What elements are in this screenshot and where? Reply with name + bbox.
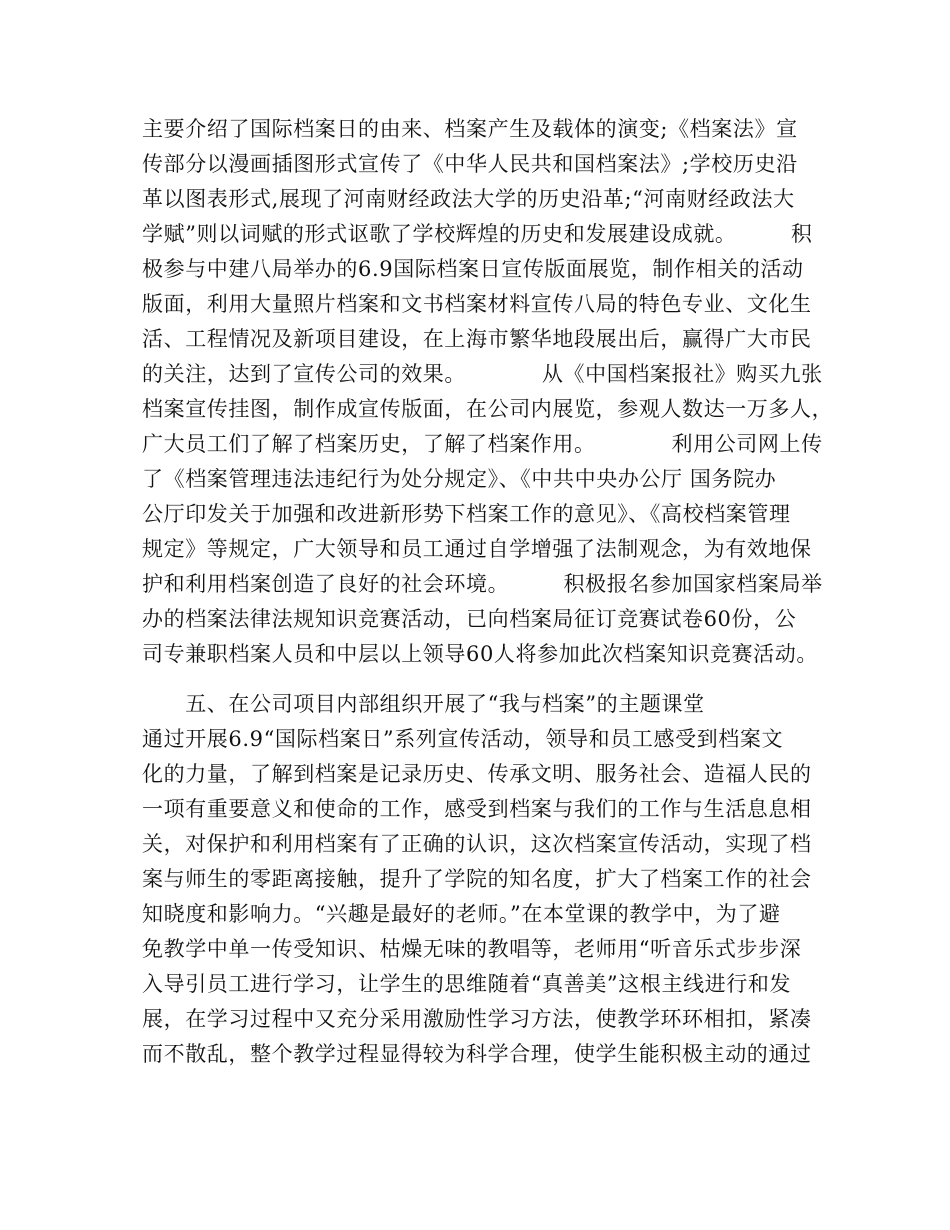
text-line: 广大员工们了解了档案历史，了解了档案作用。 利用公司网上传 <box>142 432 823 456</box>
text-line: 了《档案管理违法违纪行为处分规定》、《中共中央办公厅 国务院办 <box>142 467 777 491</box>
text-line: 规定》等规定，广大领导和员工通过自学增强了法制观念，为有效地保 <box>142 537 812 561</box>
text-line: 知晓度和影响力。“兴趣是最好的老师。”在本堂课的教学中，为了避 <box>142 902 781 926</box>
section-heading: 五、在公司项目内部组织开展了“我与档案”的主题课堂 <box>142 692 705 716</box>
text-line: 传部分以漫画插图形式宣传了《中华人民共和国档案法》;学校历史沿 <box>142 152 798 176</box>
text-line: 展，在学习过程中又充分采用激励性学习方法，使教学环环相扣，紧凑 <box>142 1007 812 1031</box>
text-line: 通过开展6.9“国际档案日”系列宣传活动，领导和员工感受到档案文 <box>142 727 784 751</box>
text-line: 公厅印发关于加强和改进新形势下档案工作的意见》、《高校档案管理 <box>142 502 791 526</box>
text-line: 档案宣传挂图，制作成宣传版面，在公司内展览，参观人数达一万多人， <box>142 397 834 421</box>
text-line: 而不散乱，整个教学过程显得较为科学合理，使学生能积极主动的通过 <box>142 1042 812 1066</box>
text-line: 活、工程情况及新项目建设，在上海市繁华地段展出后，赢得广大市民 <box>142 327 812 351</box>
text-line: 司专兼职档案人员和中层以上领导60人将参加此次档案知识竞赛活动。 <box>142 642 818 666</box>
text-line: 极参与中建八局举办的6.9国际档案日宣传版面展览，制作相关的活动 <box>142 257 804 281</box>
text-line: 的关注，达到了宣传公司的效果。 从《中国档案报社》购买九张 <box>142 362 823 386</box>
text-line: 关，对保护和利用档案有了正确的认识，这次档案宣传活动，实现了档 <box>142 832 812 856</box>
text-line: 办的档案法律法规知识竞赛活动，已向档案局征订竞赛试卷60份，公 <box>142 607 797 631</box>
text-line: 版面，利用大量照片档案和文书档案材料宣传八局的特色专业、文化生 <box>142 292 812 316</box>
text-line: 护和利用档案创造了良好的社会环境。 积极报名参加国家档案局举 <box>142 572 823 596</box>
text-line: 免教学中单一传受知识、枯燥无味的教唱等，老师用“听音乐式步步深 <box>142 937 802 961</box>
text-line: 化的力量，了解到档案是记录历史、传承文明、服务社会、造福人民的 <box>142 762 812 786</box>
text-line: 学赋”则以词赋的形式讴歌了学校辉煌的历史和发展建设成就。 积 <box>142 222 813 246</box>
text-line: 主要介绍了国际档案日的由来、档案产生及载体的演变;《档案法》宣 <box>142 117 798 141</box>
text-line: 一项有重要意义和使命的工作，感受到档案与我们的工作与生活息息相 <box>142 797 812 821</box>
text-line: 革以图表形式,展现了河南财经政法大学的历史沿革;“河南财经政法大 <box>142 187 795 211</box>
text-line: 案与师生的零距离接触，提升了学院的知名度，扩大了档案工作的社会 <box>142 867 812 891</box>
text-line: 入导引员工进行学习，让学生的思维随着“真善美”这根主线进行和发 <box>142 972 792 996</box>
